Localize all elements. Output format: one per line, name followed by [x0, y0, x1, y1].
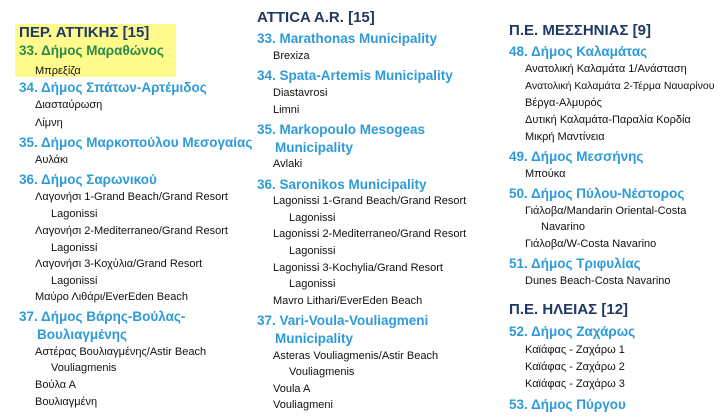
location-item: Λαγονήσι 1-Grand Beach/Grand Resort	[35, 191, 228, 203]
municipality-heading: 34. Spata-Artemis Municipality	[257, 68, 453, 83]
location-item: Γιάλοβα/Mandarin Oriental-Costa	[525, 205, 687, 217]
region-header: Π.Ε. ΗΛΕΙΑΣ [12]	[509, 301, 629, 318]
location-item: Μαύρο Λιθάρι/EverEden Beach	[35, 291, 188, 303]
location-item: Αυλάκι	[35, 154, 68, 166]
location-item: Καϊάφας - Ζαχάρω 2	[525, 361, 625, 373]
municipality-heading: 33. Marathonas Municipality	[257, 31, 438, 46]
location-item: Brexiza	[273, 50, 310, 62]
location-item: Μπρεξίζα	[35, 65, 81, 77]
municipality-heading: 33. Δήμος Μαραθώνος	[19, 43, 164, 58]
region-header: ΠΕΡ. ΑΤΤΙΚΗΣ [15]	[19, 24, 150, 41]
region-header: Π.Ε. ΜΕΣΣΗΝΙΑΣ [9]	[509, 22, 652, 39]
location-item: Δυτική Καλαμάτα-Παραλία Κορδία	[525, 114, 691, 126]
municipality-heading: 52. Δήμος Ζαχάρως	[509, 324, 636, 339]
municipality-heading: 35. Δήμος Μαρκοπούλου Μεσογαίας	[19, 135, 253, 150]
location-item: Diastavrosi	[273, 87, 328, 99]
location-item: Lagonissi	[51, 275, 98, 287]
municipality-heading-cont: Municipality	[275, 140, 354, 155]
location-item: Καϊάφας - Ζαχάρω 1	[525, 344, 625, 356]
location-item: Καϊάφας - Ζαχάρω 3	[525, 378, 625, 390]
location-item: Vouliagmeni	[273, 399, 333, 411]
location-item: Lagonissi 1-Grand Beach/Grand Resort	[273, 195, 467, 207]
location-item: Λαγονήσι 2-Mediterraneo/Grand Resort	[35, 225, 228, 237]
location-item: Λαγονήσι 3-Κοχύλια/Grand Resort	[35, 258, 203, 270]
municipality-heading: 37. Vari-Voula-Vouliagmeni	[257, 313, 429, 328]
location-item: Navarino	[541, 221, 586, 233]
municipality-heading: 34. Δήμος Σπάτων-Αρτέμιδος	[19, 80, 207, 95]
municipality-heading: 50. Δήμος Πύλου-Νέστορος	[509, 186, 685, 201]
municipality-heading: 36. Δήμος Σαρωνικού	[19, 172, 157, 187]
location-item: Mavro Lithari/EverEden Beach	[273, 295, 423, 307]
location-item: Vouliagmenis	[51, 362, 117, 374]
municipality-heading-cont: Βουλιαγμένης	[37, 327, 128, 342]
location-item: Αστέρας Βουλιαγμένης/Astir Beach	[35, 346, 207, 358]
municipality-heading: 51. Δήμος Τριφυλίας	[509, 256, 641, 271]
location-item: Βέργα-Αλμυρός	[525, 97, 602, 109]
location-item: Asteras Vouliagmenis/Astir Beach	[273, 350, 439, 362]
location-item: Lagonissi 3-Kochylia/Grand Resort	[273, 262, 443, 274]
municipality-heading: 48. Δήμος Καλαμάτας	[509, 44, 648, 59]
location-item: Lagonissi	[289, 212, 336, 224]
location-item: Γιάλοβα/W-Costa Navarino	[525, 238, 657, 250]
location-item: Lagonissi	[289, 245, 336, 257]
location-item: Dunes Beach-Costa Navarino	[525, 275, 671, 287]
location-item: Lagonissi	[51, 208, 98, 220]
location-item: Avlaki	[273, 158, 303, 170]
location-item: Vouliagmenis	[289, 366, 355, 378]
location-item: Μικρή Μαντίνεια	[525, 131, 605, 143]
location-item: Βουλιαγμένη	[35, 396, 98, 408]
region-header: ATTICA A.R. [15]	[257, 9, 375, 26]
municipality-heading-cont: Municipality	[275, 331, 354, 346]
location-item: Voula A	[273, 383, 311, 395]
location-item: Lagonissi	[289, 278, 336, 290]
municipality-heading: 35. Markopoulo Mesogeas	[257, 122, 426, 137]
location-item: Λίμνη	[35, 117, 63, 129]
location-item: Διασταύρωση	[35, 99, 103, 111]
location-item: Lagonissi 2-Mediterraneo/Grand Resort	[273, 228, 467, 240]
location-item: Βούλα Α	[35, 379, 76, 391]
location-item: Ανατολική Καλαμάτα 2-Τέρμα Ναυαρίνου	[525, 80, 715, 92]
location-item: Limni	[273, 104, 300, 116]
municipality-heading: 53. Δήμος Πύργου	[509, 397, 626, 412]
location-item: Ανατολική Καλαμάτα 1/Ανάσταση	[525, 63, 687, 75]
location-item: Μπούκα	[525, 168, 566, 180]
municipality-heading: 36. Saronikos Municipality	[257, 177, 427, 192]
highlight-marathon	[15, 24, 176, 77]
municipality-heading: 49. Δήμος Μεσσήνης	[509, 149, 644, 164]
municipality-heading: 37. Δήμος Βάρης-Βούλας-	[19, 309, 186, 324]
location-item: Lagonissi	[51, 242, 98, 254]
